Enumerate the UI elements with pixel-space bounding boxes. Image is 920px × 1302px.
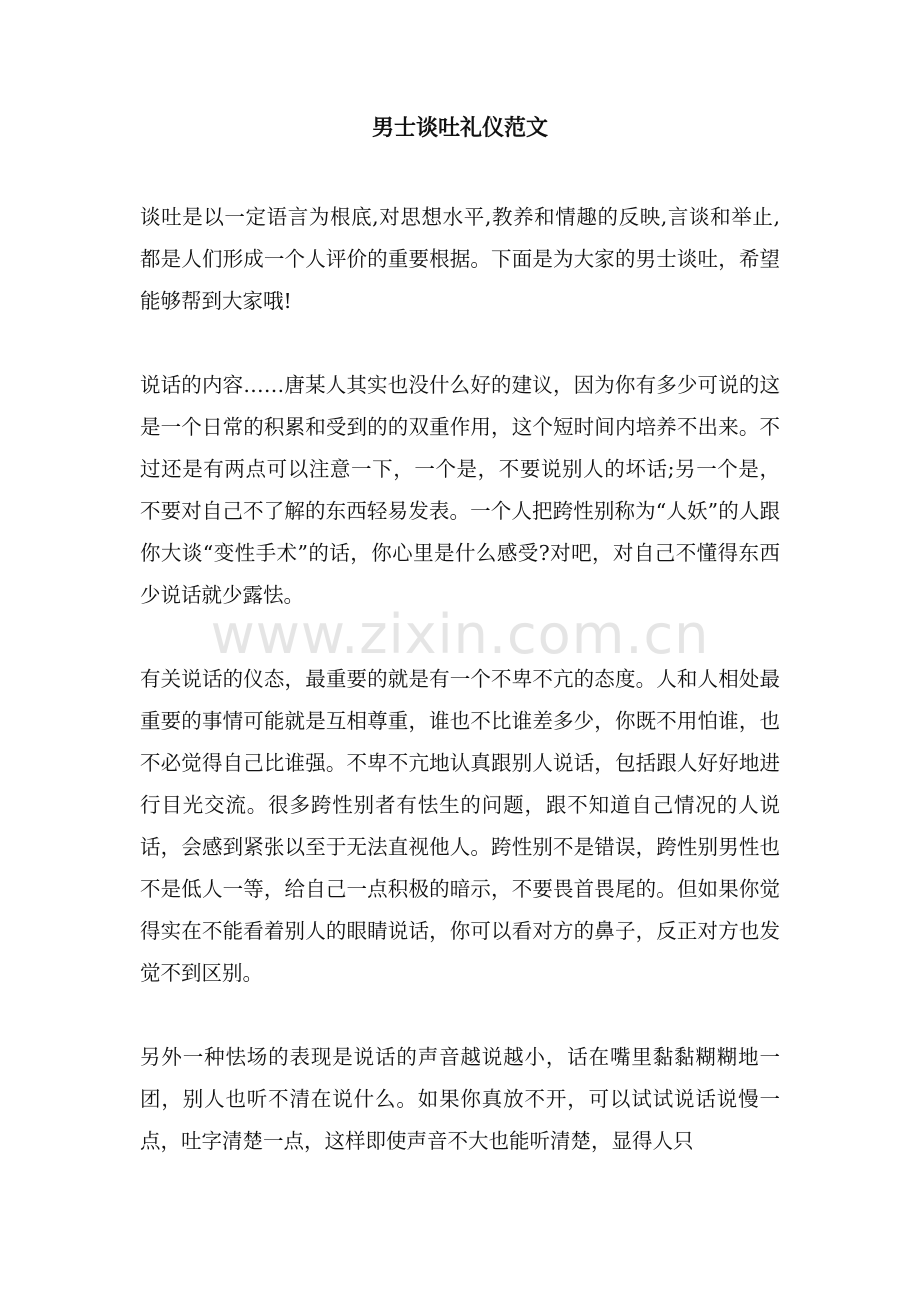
paragraph-stage-fright: 另外一种怯场的表现是说话的声音越说越小，话在嘴里黏黏糊糊地一团，别人也听不清在说什么。如果你真放不开，可以试试说话说慢一点，吐字清楚一点，这样即使声音不大也能听清楚，显得人只 [140,1045,780,1153]
paragraph-speech-content: 说话的内容……唐某人其实也没什么好的建议，因为你有多少可说的这是一个日常的积累和受到的的双重作用，这个短时间内培养不出来。不过还是有两点可以注意一下，一个是，不要说别人的坏话;另一个是，不要对自己不了解的东西轻易发表。一个人把跨性别称为“人妖”的人跟你大谈“变性手术”的话，你心里是什么感受?对吧，对自己不懂得东西少说话就少露怯。 [140,373,780,607]
paragraph-speech-manner: 有关说话的仪态，最重要的就是有一个不卑不亢的态度。人和人相处最重要的事情可能就是互相尊重，谁也不比谁差多少，你既不用怕谁，也不必觉得自己比谁强。不卑不亢地认真跟别人说话，包括跟人好好地进行目光交流。很多跨性别者有怯生的问题，跟不知道自己情况的人说话，会感到紧张以至于无法直视他人。跨性别不是错误，跨性别男性也不是低人一等，给自己一点积极的暗示，不要畏首畏尾的。但如果你觉得实在不能看着别人的眼睛说话，你可以看对方的鼻子，反正对方也发觉不到区别。 [140,667,780,985]
watermark-text: www.zixin.com.cn [210,603,710,666]
document-title: 男士谈吐礼仪范文 [371,115,548,141]
document-body [140,196,780,1162]
paragraph-intro: 谈吐是以一定语言为根底,对思想水平,教养和情趣的反映,言谈和举止,都是人们形成一个人评价的重要根据。下面是为大家的男士谈吐，希望能够帮到大家哦! [140,205,780,313]
